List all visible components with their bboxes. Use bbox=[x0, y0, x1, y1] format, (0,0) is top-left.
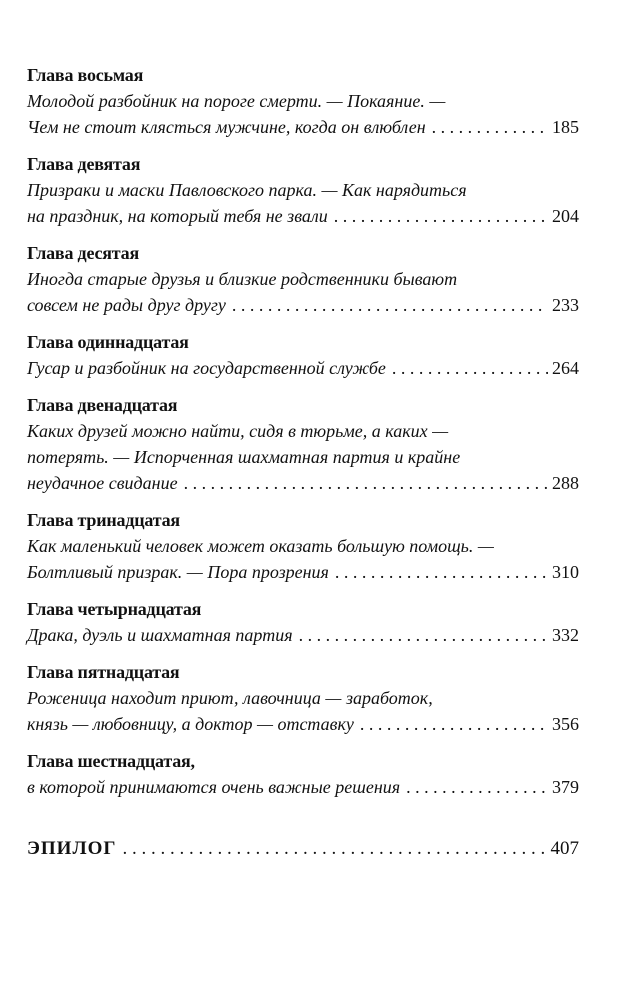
chapter-heading: Глава восьмая bbox=[27, 65, 144, 85]
chapter-subtitle-line: Как маленький человек может оказать большую помощь. — bbox=[27, 536, 494, 556]
page-number: 356 bbox=[552, 714, 579, 734]
table-of-contents bbox=[27, 62, 579, 811]
chapter-subtitle-line: Призраки и маски Павловского парка. — Как нарядиться bbox=[27, 180, 467, 200]
chapter-heading: Глава двенадцатая bbox=[27, 395, 178, 415]
dot-leader bbox=[184, 470, 548, 496]
page-number: 379 bbox=[552, 777, 579, 797]
dot-leader bbox=[334, 203, 548, 229]
chapter-subtitle-text: князь — любовницу, а доктор — отставку bbox=[27, 714, 354, 734]
chapter-heading: Глава одиннадцатая bbox=[27, 332, 189, 352]
page-number: 310 bbox=[552, 562, 579, 582]
chapter-subtitle-last-line bbox=[27, 292, 579, 318]
chapter-heading: Глава пятнадцатая bbox=[27, 662, 180, 682]
chapter-subtitle-text: на праздник, на который тебя не звали bbox=[27, 206, 328, 226]
chapter-subtitle-line: Иногда старые друзья и близкие родственники бывают bbox=[27, 269, 458, 289]
dot-leader bbox=[360, 711, 548, 737]
toc-entry bbox=[27, 240, 579, 318]
chapter-subtitle-text: Гусар и разбойник на государственной службе bbox=[27, 358, 386, 378]
chapter-subtitle-last-line bbox=[27, 114, 579, 140]
chapter-subtitle-last-line bbox=[27, 774, 579, 800]
chapter-heading: Глава шестнадцатая, bbox=[27, 751, 195, 771]
page-number: 233 bbox=[552, 295, 579, 315]
page-number: 332 bbox=[552, 625, 579, 645]
chapter-subtitle-last-line bbox=[27, 203, 579, 229]
chapter-subtitle-line: потерять. — Испорченная шахматная партия и крайне bbox=[27, 447, 461, 467]
dot-leader bbox=[432, 114, 548, 140]
chapter-subtitle-last-line bbox=[27, 559, 579, 585]
chapter-subtitle-last-line bbox=[27, 355, 579, 381]
chapter-subtitle-text: Болтливый призрак. — Пора прозрения bbox=[27, 562, 329, 582]
chapter-subtitle-text: Драка, дуэль и шахматная партия bbox=[27, 625, 293, 645]
chapter-subtitle-last-line bbox=[27, 711, 579, 737]
page-number: 264 bbox=[552, 358, 579, 378]
chapter-heading: Глава тринадцатая bbox=[27, 510, 180, 530]
chapter-subtitle-text: неудачное свидание bbox=[27, 473, 178, 493]
chapter-subtitle-line: Молодой разбойник на пороге смерти. — Покаяние. — bbox=[27, 91, 446, 111]
toc-entry bbox=[27, 659, 579, 737]
page-number: 204 bbox=[552, 206, 579, 226]
chapter-subtitle-text: совсем не рады друг другу bbox=[27, 295, 226, 315]
toc-entry bbox=[27, 748, 579, 800]
toc-entry-epilog bbox=[27, 838, 579, 860]
chapter-heading: Глава десятая bbox=[27, 243, 139, 263]
toc-entry bbox=[27, 507, 579, 585]
toc-entry bbox=[27, 329, 579, 381]
dot-leader bbox=[335, 559, 548, 585]
toc-entry bbox=[27, 62, 579, 140]
epilog-title: ЭПИЛОГ bbox=[27, 838, 117, 859]
toc-entry bbox=[27, 151, 579, 229]
chapter-subtitle-line: Каких друзей можно найти, сидя в тюрьме, а каких — bbox=[27, 421, 449, 441]
dot-leader bbox=[406, 774, 548, 800]
page-number: 288 bbox=[552, 473, 579, 493]
dot-leader bbox=[232, 292, 548, 318]
chapter-subtitle-text: в которой принимаются очень важные решения bbox=[27, 777, 401, 797]
chapter-heading: Глава девятая bbox=[27, 154, 141, 174]
dot-leader bbox=[122, 838, 546, 860]
chapter-subtitle-text: Чем не стоит клясться мужчине, когда он влюблен bbox=[27, 117, 426, 137]
chapter-subtitle-last-line bbox=[27, 470, 579, 496]
toc-entry bbox=[27, 392, 579, 496]
page-number: 407 bbox=[550, 838, 579, 859]
chapter-subtitle-last-line bbox=[27, 622, 579, 648]
page-number: 185 bbox=[552, 117, 579, 137]
chapter-heading: Глава четырнадцатая bbox=[27, 599, 202, 619]
toc-entry bbox=[27, 596, 579, 648]
dot-leader bbox=[299, 622, 548, 648]
chapter-subtitle-line: Роженица находит приют, лавочница — заработок, bbox=[27, 688, 433, 708]
dot-leader bbox=[392, 355, 548, 381]
